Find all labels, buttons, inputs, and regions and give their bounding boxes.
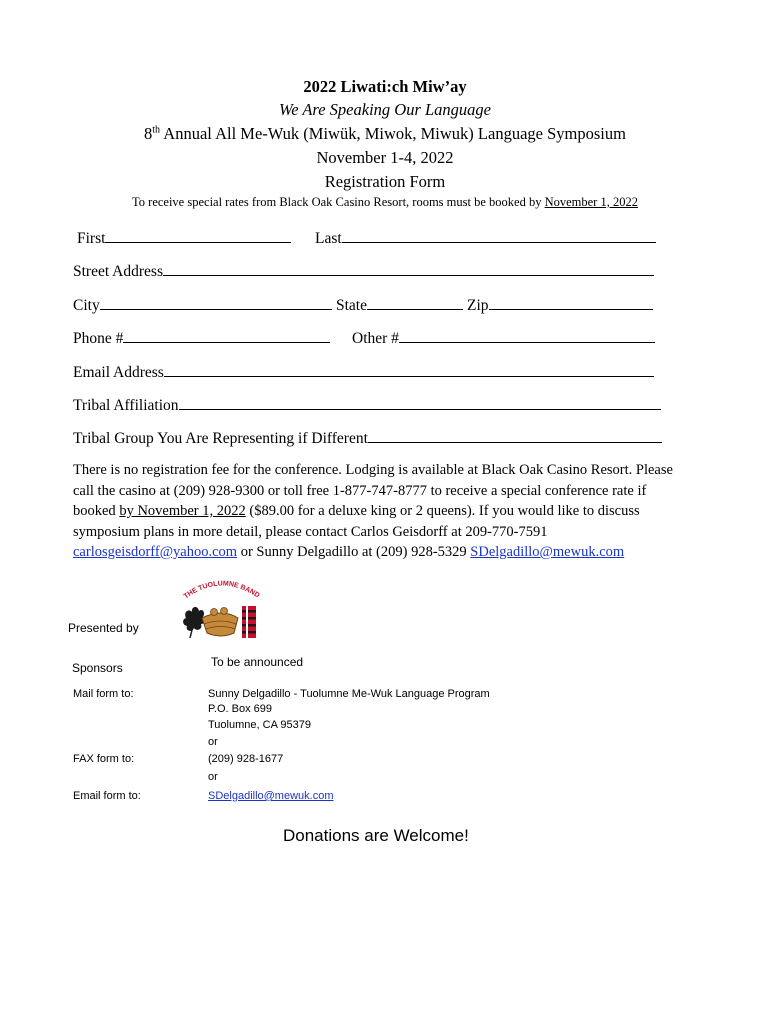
- presented-by-label: Presented by: [68, 621, 139, 635]
- state-field[interactable]: [336, 295, 463, 315]
- city-field[interactable]: [73, 295, 332, 315]
- other-phone-label: Other #: [352, 330, 399, 347]
- donations-heading: Donations are Welcome!: [283, 826, 469, 845]
- zip-line[interactable]: [489, 295, 653, 310]
- phone-label: Phone #: [73, 330, 124, 347]
- tribal-affiliation-line[interactable]: [179, 395, 661, 410]
- form-name: Registration Form: [324, 172, 446, 191]
- or-text-2: or: [208, 771, 218, 783]
- last-name-label: Last: [315, 230, 342, 247]
- info-paragraph: [73, 460, 683, 563]
- state-label: State: [336, 297, 367, 314]
- mail-address-line3: Tuolumne, CA 95379: [208, 719, 311, 731]
- first-name-label: First: [77, 230, 106, 247]
- logo-arc-text: THE TUOLUMNE BAND: [182, 580, 261, 601]
- street-address-field[interactable]: [73, 261, 654, 281]
- fax-number: (209) 928-1677: [208, 753, 284, 765]
- symposium-dates: November 1-4, 2022: [316, 148, 454, 167]
- first-name-field[interactable]: [77, 228, 291, 248]
- email-address-field[interactable]: [73, 362, 654, 382]
- tribal-group-label: Tribal Group You Are Representing if Different: [73, 430, 368, 447]
- tribe-logo-graphic: [180, 578, 262, 640]
- city-line[interactable]: [100, 295, 332, 310]
- info-text-2: ($89.00 for a deluxe king or 2 queens). If you would like to discuss symposium plans in more detail, please contact Carlos Geisdorff at 209-770-7591: [73, 503, 640, 540]
- mail-label: Mail form to:: [73, 688, 134, 700]
- email-address-label: Email Address: [73, 364, 164, 381]
- rate-notice-text: To receive special rates from Black Oak Casino Resort, rooms must be booked by: [132, 195, 545, 209]
- phone-line[interactable]: [123, 328, 330, 343]
- fax-label: FAX form to:: [73, 753, 135, 765]
- tribal-affiliation-field[interactable]: [73, 395, 661, 415]
- symposium-ordinal: 8: [144, 124, 153, 143]
- symposium-ordinal-suffix: th: [152, 124, 161, 136]
- mail-address-line1: Sunny Delgadillo - Tuolumne Me-Wuk Language Program: [208, 688, 490, 700]
- email-address-line[interactable]: [164, 362, 654, 377]
- zip-field[interactable]: [467, 295, 653, 315]
- mail-address-line2: P.O. Box 699: [208, 703, 273, 715]
- or-text-1: or: [208, 736, 218, 748]
- document-title: 2022 Liwati:ch Miw’ay: [303, 77, 467, 96]
- other-phone-field[interactable]: [352, 328, 655, 348]
- info-deadline: by November 1, 2022: [119, 503, 246, 519]
- info-text-1: There is no registration fee for the conference. Lodging is available at Black Oak Casino Resort. Please call the casino at (209) 928-9300 or toll free 1-877-747-8777 to receive a special conference rate if booked: [73, 462, 673, 519]
- symposium-name: Annual All Me-Wuk (Miwük, Miwok, Miwuk) Language Symposium: [160, 124, 626, 143]
- street-address-label: Street Address: [73, 263, 163, 280]
- city-label: City: [73, 297, 100, 314]
- street-address-line[interactable]: [163, 261, 654, 276]
- symposium-line: [0, 124, 770, 144]
- other-phone-line[interactable]: [399, 328, 655, 343]
- last-name-field[interactable]: [315, 228, 656, 248]
- tribe-logo: [180, 578, 262, 640]
- sponsors-value: To be announced: [211, 655, 304, 669]
- last-name-line[interactable]: [342, 228, 656, 243]
- tribal-affiliation-label: Tribal Affiliation: [73, 397, 179, 414]
- info-text-3: or Sunny Delgadillo at (209) 928-5329: [237, 544, 471, 560]
- sponsors-label: Sponsors: [72, 661, 123, 675]
- first-name-line[interactable]: [105, 228, 291, 243]
- state-line[interactable]: [367, 295, 463, 310]
- carlos-email-link[interactable]: carlosgeisdorff@yahoo.com: [73, 544, 238, 560]
- tribal-group-field[interactable]: [73, 428, 662, 448]
- phone-field[interactable]: [73, 328, 330, 348]
- email-form-label: Email form to:: [73, 790, 141, 802]
- zip-label: Zip: [467, 297, 489, 314]
- email-form-link[interactable]: SDelgadillo@mewuk.com: [208, 790, 334, 802]
- sunny-email-link[interactable]: SDelgadillo@mewuk.com: [470, 544, 625, 560]
- document-subtitle: We Are Speaking Our Language: [278, 100, 492, 119]
- rate-notice-deadline: November 1, 2022: [544, 195, 638, 209]
- tribal-group-line[interactable]: [368, 428, 662, 443]
- rate-notice: [0, 195, 770, 210]
